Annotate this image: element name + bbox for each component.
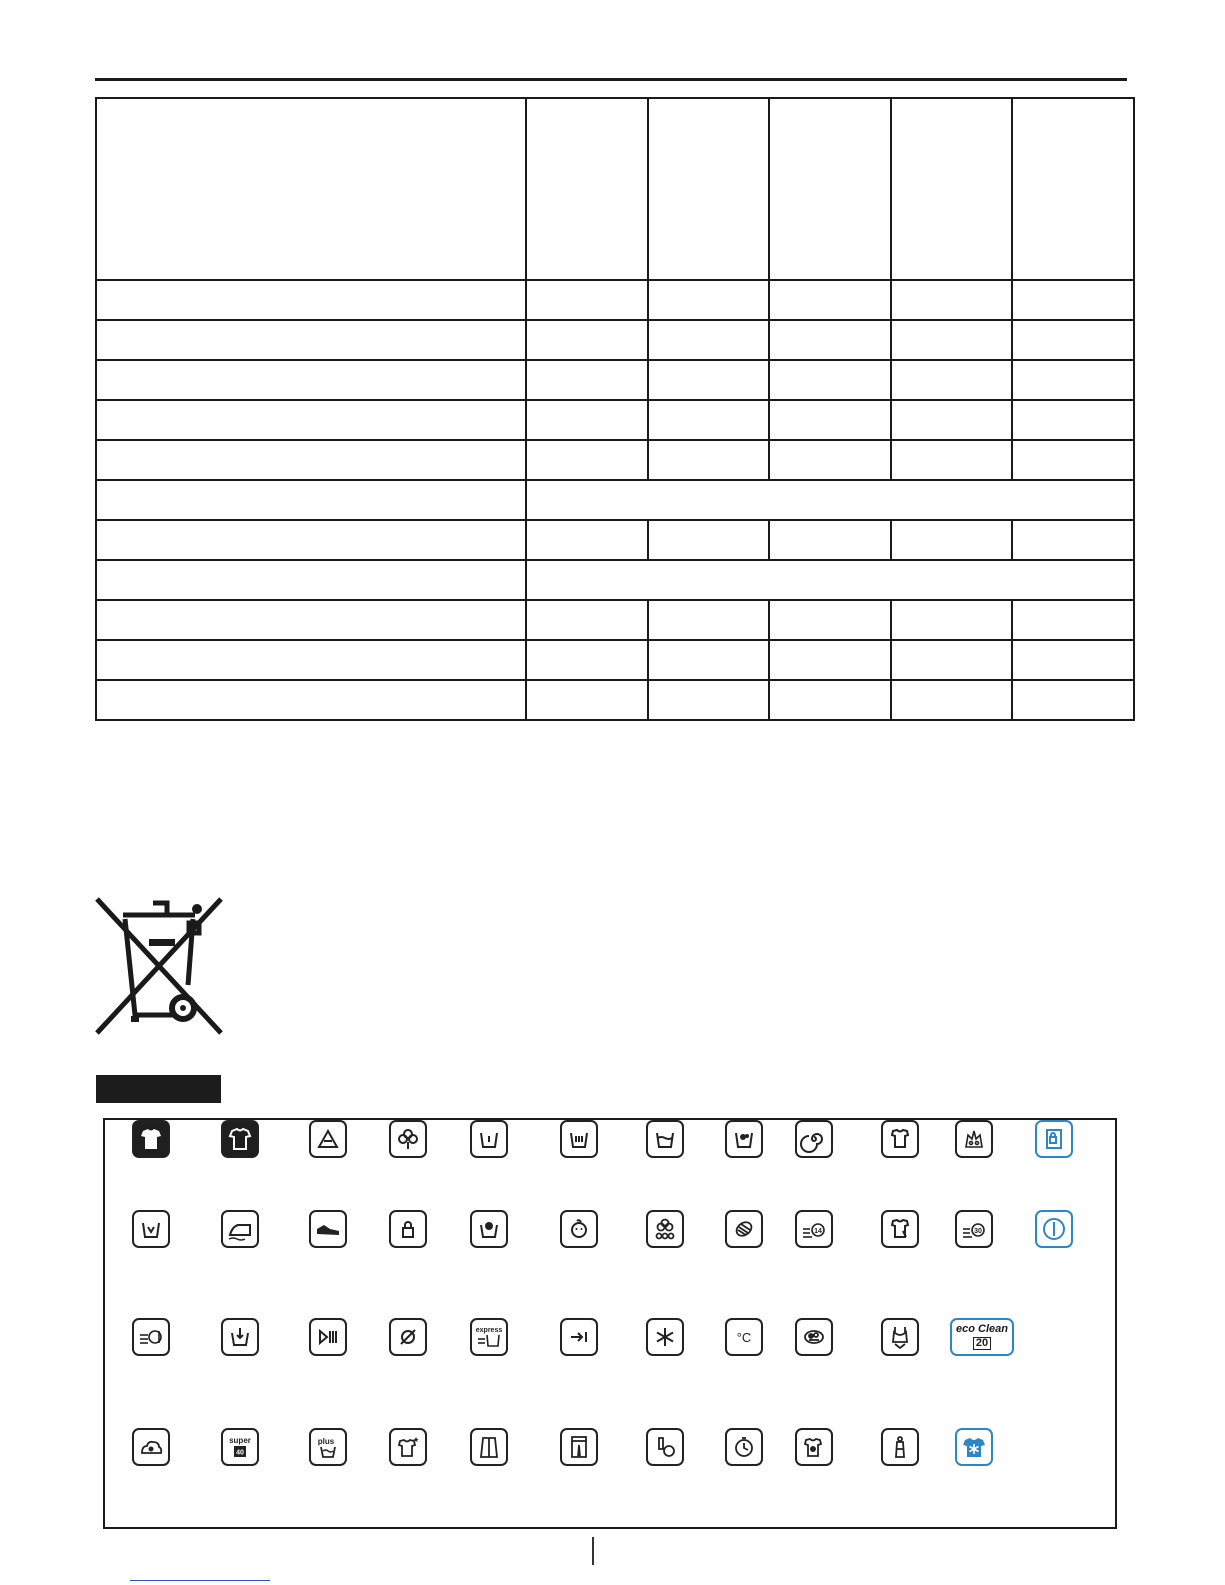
spin-icon: [795, 1120, 833, 1158]
row-label-cell: [96, 560, 526, 600]
header-model-cell: [526, 98, 648, 280]
plus-label: plus: [317, 1437, 335, 1446]
temperature-quick-icon: [132, 1318, 170, 1356]
celsius-label: °C: [736, 1330, 752, 1345]
bleach-icon: [309, 1120, 347, 1158]
value-cell: [526, 360, 648, 400]
easy-iron-icon: [221, 1210, 259, 1248]
table-row: [96, 560, 1134, 600]
value-cell: [526, 280, 648, 320]
page-number-divider: [592, 1537, 594, 1565]
skip-step-icon: [560, 1318, 598, 1356]
header-label-cell: [96, 98, 526, 280]
table-row: [96, 360, 1134, 400]
value-cell: [526, 680, 648, 720]
row-label-cell: [96, 440, 526, 480]
table-header-row: [96, 98, 1134, 280]
value-cell: [891, 360, 1013, 400]
table-row: [96, 600, 1134, 640]
super-number: 40: [236, 1449, 244, 1457]
merged-value-cell: [526, 560, 1134, 600]
value-cell: [1012, 600, 1134, 640]
value-cell: [769, 600, 891, 640]
value-cell: [526, 600, 648, 640]
table-row: [96, 520, 1134, 560]
value-cell: [648, 680, 770, 720]
table-row: [96, 400, 1134, 440]
value-cell: [526, 640, 648, 680]
synthetics-icon: [221, 1120, 259, 1158]
cold-wash-icon: [646, 1318, 684, 1356]
value-cell: [891, 440, 1013, 480]
header-model-cell: [891, 98, 1013, 280]
super-40-icon: [221, 1428, 259, 1466]
value-cell: [1012, 640, 1134, 680]
wool-icon: [725, 1210, 763, 1248]
row-label-cell: [96, 280, 526, 320]
door-lock-indicator-icon: [1035, 1120, 1073, 1158]
start-pause-icon: [309, 1318, 347, 1356]
sports-icon: [646, 1428, 684, 1466]
jacket-icon: [470, 1428, 508, 1466]
specification-table: [95, 97, 1135, 721]
value-cell: [769, 280, 891, 320]
weee-bin-icon: [93, 895, 225, 1040]
value-cell: [1012, 520, 1134, 560]
value-cell: [648, 520, 770, 560]
power-icon: [1035, 1210, 1073, 1248]
value-cell: [526, 440, 648, 480]
shirt-hand-icon: [881, 1120, 919, 1158]
value-cell: [769, 360, 891, 400]
value-cell: [1012, 280, 1134, 320]
value-cell: [526, 320, 648, 360]
eco-clean-icon: [950, 1318, 1014, 1356]
value-cell: [648, 360, 770, 400]
value-cell: [769, 640, 891, 680]
child-lock-icon: [389, 1210, 427, 1248]
value-cell: [648, 440, 770, 480]
refresh-shirt-icon: [389, 1428, 427, 1466]
quick-14-icon: [795, 1210, 833, 1248]
row-label-cell: [96, 320, 526, 360]
value-cell: [891, 280, 1013, 320]
value-cell: [891, 640, 1013, 680]
stain-icon: [470, 1210, 508, 1248]
rinse-icon: [646, 1120, 684, 1158]
express-label: express: [475, 1327, 503, 1334]
value-cell: [526, 400, 648, 440]
value-cell: [891, 320, 1013, 360]
drain-icon: [132, 1210, 170, 1248]
value-cell: [648, 400, 770, 440]
row-label-cell: [96, 680, 526, 720]
svg-text:14: 14: [814, 1228, 822, 1235]
jeans-icon: [560, 1428, 598, 1466]
value-cell: [769, 320, 891, 360]
section-label-bar: [96, 1075, 221, 1103]
dark-care-icon: [795, 1428, 833, 1466]
value-cell: [891, 680, 1013, 720]
value-cell: [648, 320, 770, 360]
value-cell: [769, 680, 891, 720]
super-label: super: [229, 1436, 251, 1445]
quick-30-icon: [955, 1210, 993, 1248]
row-label-cell: [96, 360, 526, 400]
softener-icon: [725, 1120, 763, 1158]
shoe-icon: [309, 1210, 347, 1248]
delicates-icon: [881, 1428, 919, 1466]
value-cell: [526, 520, 648, 560]
value-cell: [769, 520, 891, 560]
timer-icon: [725, 1428, 763, 1466]
row-label-cell: [96, 480, 526, 520]
steam-icon: [132, 1428, 170, 1466]
table-row: [96, 280, 1134, 320]
table-row: [96, 480, 1134, 520]
header-model-cell: [769, 98, 891, 280]
value-cell: [1012, 320, 1134, 360]
cotton-flower-icon: [389, 1120, 427, 1158]
row-label-cell: [96, 520, 526, 560]
value-cell: [648, 640, 770, 680]
value-cell: [1012, 440, 1134, 480]
plus-icon: [309, 1428, 347, 1466]
table-row: [96, 680, 1134, 720]
pet-hair-icon: [955, 1120, 993, 1158]
main-wash-icon: [560, 1120, 598, 1158]
value-cell: [891, 400, 1013, 440]
header-rule: [95, 78, 1127, 81]
row-label-cell: [96, 400, 526, 440]
prewash-icon: [470, 1120, 508, 1158]
value-cell: [891, 600, 1013, 640]
svg-text:30: 30: [974, 1228, 982, 1235]
table-row: [96, 440, 1134, 480]
express-icon: [470, 1318, 508, 1356]
value-cell: [891, 520, 1013, 560]
mix-icon: [795, 1318, 833, 1356]
value-cell: [1012, 400, 1134, 440]
no-spin-icon: [389, 1318, 427, 1356]
eco-cotton-icon: [646, 1210, 684, 1248]
value-cell: [648, 600, 770, 640]
merged-value-cell: [526, 480, 1134, 520]
header-model-cell: [648, 98, 770, 280]
eco-clean-number: 20: [973, 1337, 991, 1350]
table-row: [96, 640, 1134, 680]
shirts-icon: [881, 1210, 919, 1248]
eco-clean-label: eco Clean: [956, 1323, 1008, 1335]
baby-icon: [560, 1210, 598, 1248]
value-cell: [648, 280, 770, 320]
cottons-icon: [132, 1120, 170, 1158]
symbol-panel: [103, 1118, 1117, 1529]
row-label-cell: [96, 600, 526, 640]
row-label-cell: [96, 640, 526, 680]
footer-underline: [130, 1580, 270, 1581]
header-model-cell: [1012, 98, 1134, 280]
value-cell: [1012, 680, 1134, 720]
temperature-icon: [725, 1318, 763, 1356]
lingerie-icon: [881, 1318, 919, 1356]
hygiene-shirt-icon: [955, 1428, 993, 1466]
add-water-icon: [221, 1318, 259, 1356]
value-cell: [769, 440, 891, 480]
value-cell: [769, 400, 891, 440]
value-cell: [1012, 360, 1134, 400]
table-row: [96, 320, 1134, 360]
